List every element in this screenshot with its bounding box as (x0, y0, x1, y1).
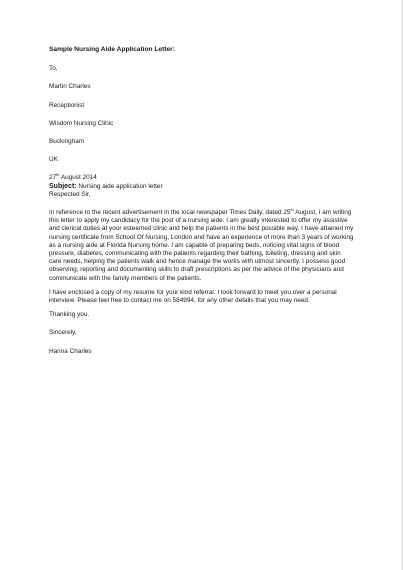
letter-subject (49, 183, 354, 191)
letter-greeting: Respected Sir, (49, 190, 91, 198)
subject-text: Nursing aide application letter (76, 182, 163, 190)
letter-date (49, 174, 354, 182)
subject-label: Subject: (49, 182, 77, 190)
signature-name: Hanna Charles (49, 347, 92, 355)
recipient-city: Buckingham (49, 138, 85, 146)
recipient-org: Wisdom Nursing Clinic (49, 119, 114, 127)
recipient-country: UK (49, 156, 58, 164)
paragraph-2: I have enclosed a copy of my resume for your kind referral. I look forward to meet you over a personal interview. Please feel free to contact me on 584994, for any other details that you may need. (49, 288, 337, 305)
closing-thanks: Thanking you. (49, 311, 90, 319)
paragraph-1-start: In reference to the recent advertisement in the local newspaper Times Daily, dated 25 (49, 209, 291, 217)
paragraph-1-suffix: th (290, 206, 294, 212)
date-suffix: th (56, 172, 60, 178)
salutation-to: To, (49, 65, 58, 73)
recipient-role: Receptionist (49, 101, 85, 109)
paragraph-1-rest: August, I am writing this letter to apply my candidacy for the post of a nursing aide. I am greatly interested to offer my assistive and clerical duties at your esteemed clinic and help the patients in the best possible way. I have attained my nursing certificate from School Of Nursing, London and have an experience of more than 3 years of working as a nursing aide at Florida Nursing home. I am capable of preparing beds, noticing vital signs of blood pressure, diabetes, communicating with the patients regarding their bathing, toileting, dressing and skin care needs, helping the patients walk and hence manage the works with utmost sincerity. I possess good observing, reporting and documenting skills to draft prescriptions as per the advice of the physicians and communicate with the family members of the patients. (49, 209, 354, 282)
letter-title: Sample Nursing Aide Application Letter: (49, 46, 175, 53)
recipient-name: Martin Charles (49, 83, 91, 91)
paragraph-1 (49, 206, 354, 283)
date-day: 27 (49, 174, 57, 182)
letter-body (49, 46, 354, 366)
date-rest: August 2014 (59, 174, 97, 182)
closing-sincerely: Sincerely, (49, 329, 77, 337)
